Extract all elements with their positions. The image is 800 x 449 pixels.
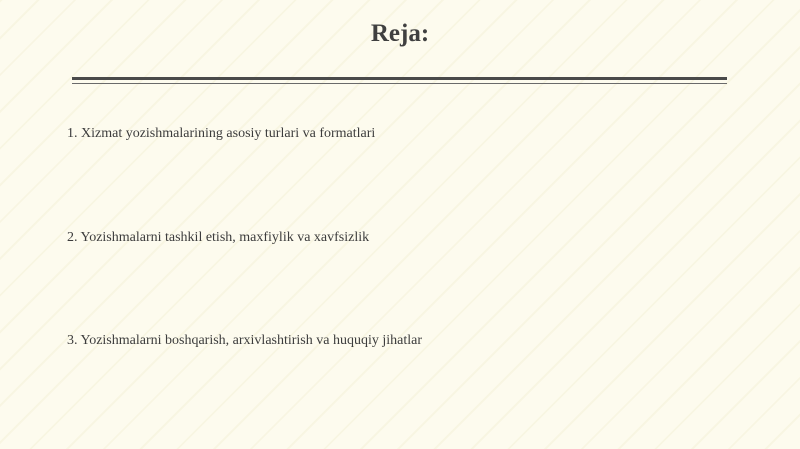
title-divider-thin: [72, 83, 727, 84]
plan-item-2: 2. Yozishmalarni tashkil etish, maxfiylik va xavfsizlik: [67, 230, 370, 245]
plan-item-3: 3. Yozishmalarni boshqarish, arxivlashtirish va huquqiy jihatlar: [67, 333, 423, 348]
title-divider-thick: [72, 77, 727, 80]
plan-item-1: 1. Xizmat yozishmalarining asosiy turlari va formatlari: [67, 126, 376, 141]
slide-title: Reja:: [370, 20, 430, 47]
